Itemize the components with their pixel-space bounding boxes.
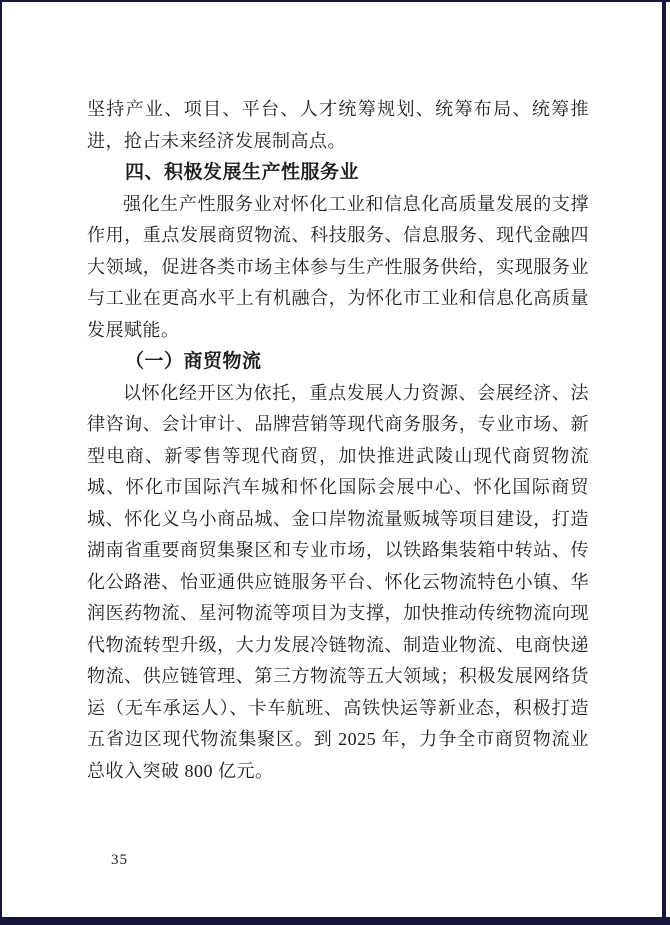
subsection-heading: （一）商贸物流 — [125, 351, 262, 372]
paragraph-continuation: 坚持产业、项目、平台、人才统筹规划、统筹布局、统筹推进，抢占未来经济发展制高点。 — [87, 99, 589, 151]
body-text — [87, 94, 589, 787]
page-border-top — [0, 0, 670, 2]
page-border-bottom — [0, 917, 670, 925]
page-border-right — [662, 0, 666, 925]
page-number: 35 — [111, 852, 128, 868]
subsection-paragraph: 以怀化经开区为依托，重点发展人力资源、会展经济、法律咨询、会计审计、品牌营销等现代商务服务，专业市场、新型电商、新零售等现代商贸，加快推进武陵山现代商贸物流城、怀化市国际汽车城和怀化国际会展中心、怀化国际商贸城、怀化义乌小商品城、金口岸物流量贩城等项目建设，打造湖南省重要商贸集聚区和专业市场，以铁路集装箱中转站、传化公路港、怡亚通供应链服务平台、怀化云物流特色小镇、华润医药物流、星河物流等项目为支撑，加快推动传统物流向现代物流转型升级，大力发展冷链物流、制造业物流、电商快递物流、供应链管理、第三方物流等五大领域；积极发展网络货运（无车承运人）、卡车航班、高铁快运等新业态，积极打造五省边区现代物流集聚区。到 2025 年，力争全市商贸物流业总收入突破 800 亿元。 — [87, 382, 589, 781]
page-border-left — [0, 0, 2, 925]
section-intro-paragraph: 强化生产性服务业对怀化工业和信息化高质量发展的支撑作用，重点发展商贸物流、科技服务、信息服务、现代金融四大领域，促进各类市场主体参与生产性服务供给，实现服务业与工业在更高水平上有机融合，为怀化市工业和信息化高质量发展赋能。 — [87, 193, 589, 340]
section-heading: 四、积极发展生产性服务业 — [125, 162, 360, 183]
